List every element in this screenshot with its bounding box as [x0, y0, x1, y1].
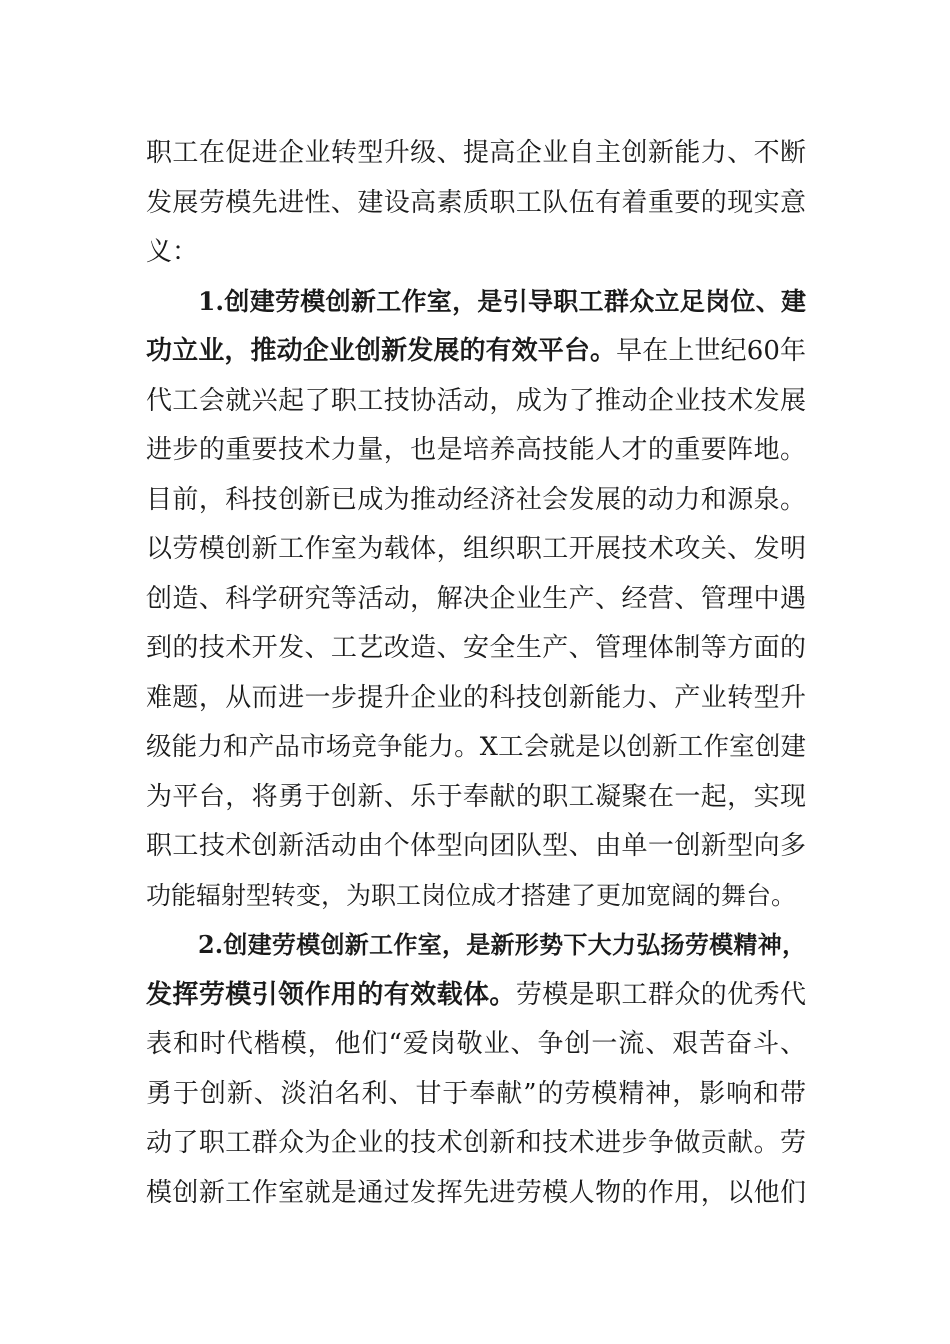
text-segment: 功能辐射型转变，为职工岗位成才搭建了更加宽阔的舞台。	[146, 881, 797, 910]
text-segment: 创造、科学研究等活动，解决企业生产、经营、管理中遇	[146, 584, 806, 614]
text-line	[146, 430, 806, 470]
text-segment-bold: 功立业，推动企业创新发展的有效平台。	[146, 336, 617, 366]
text-segment: 级能力和产品市场竞争能力。X工会就是以创新工作室创建	[146, 732, 806, 762]
text-line	[146, 826, 806, 866]
text-segment: 目前，科技创新已成为推动经济社会发展的动力和源泉。	[146, 485, 806, 515]
text-segment: 到的技术开发、工艺改造、安全生产、管理体制等方面的	[146, 633, 806, 663]
text-segment: 勇于创新、淡泊名利、甘于奉献”的劳模精神，影响和带	[146, 1079, 806, 1109]
text-segment: 职工在促进企业转型升级、提高企业自主创新能力、不断	[146, 138, 806, 168]
text-line	[146, 232, 806, 272]
paragraph-heading-1	[198, 282, 806, 322]
text-segment: 劳模是职工群众的优秀代	[515, 980, 806, 1010]
text-line	[146, 1024, 806, 1064]
text-line	[146, 1173, 806, 1213]
text-segment: 发展劳模先进性、建设高素质职工队伍有着重要的现实意	[146, 188, 806, 218]
text-line	[146, 1074, 806, 1114]
text-segment: 动了职工群众为企业的技术创新和技术进步争做贡献。劳	[146, 1128, 806, 1158]
text-line	[146, 876, 806, 916]
text-line	[146, 1123, 806, 1163]
text-segment: 以劳模创新工作室为载体，组织职工开展技术攻关、发明	[146, 534, 806, 564]
text-line	[146, 381, 806, 421]
text-segment: 难题，从而进一步提升企业的科技创新能力、产业转型升	[146, 683, 806, 713]
text-segment: 为平台，将勇于创新、乐于奉献的职工凝聚在一起，实现	[146, 782, 806, 812]
text-line	[146, 975, 806, 1015]
text-line	[146, 777, 806, 817]
text-line	[146, 331, 806, 371]
text-line	[146, 579, 806, 619]
text-segment: 表和时代楷模，他们“爱岗敬业、争创一流、艰苦奋斗、	[146, 1029, 806, 1059]
text-line	[146, 480, 806, 520]
text-segment-bold: 发挥劳模引领作用的有效载体。	[146, 980, 516, 1010]
text-segment: 2.创建劳模创新工作室，是新形势下大力弘扬劳模精神，	[198, 930, 806, 959]
text-line	[146, 133, 806, 173]
text-segment: 1.创建劳模创新工作室，是引导职工群众立足岗位、建	[198, 287, 806, 316]
text-segment: 进步的重要技术力量，也是培养高技能人才的重要阵地。	[146, 435, 806, 465]
text-line	[146, 529, 806, 569]
text-segment: 义：	[146, 237, 199, 267]
text-line	[146, 628, 806, 668]
text-line	[146, 183, 806, 223]
text-segment: 代工会就兴起了职工技协活动，成为了推动企业技术发展	[146, 386, 806, 416]
text-segment: 早在上世纪60年	[616, 336, 806, 366]
paragraph-heading-2	[198, 925, 806, 965]
text-segment: 模创新工作室就是通过发挥先进劳模人物的作用，以他们	[146, 1178, 806, 1208]
text-segment: 职工技术创新活动由个体型向团队型、由单一创新型向多	[146, 831, 806, 861]
text-line	[146, 678, 806, 718]
text-line	[146, 727, 806, 767]
